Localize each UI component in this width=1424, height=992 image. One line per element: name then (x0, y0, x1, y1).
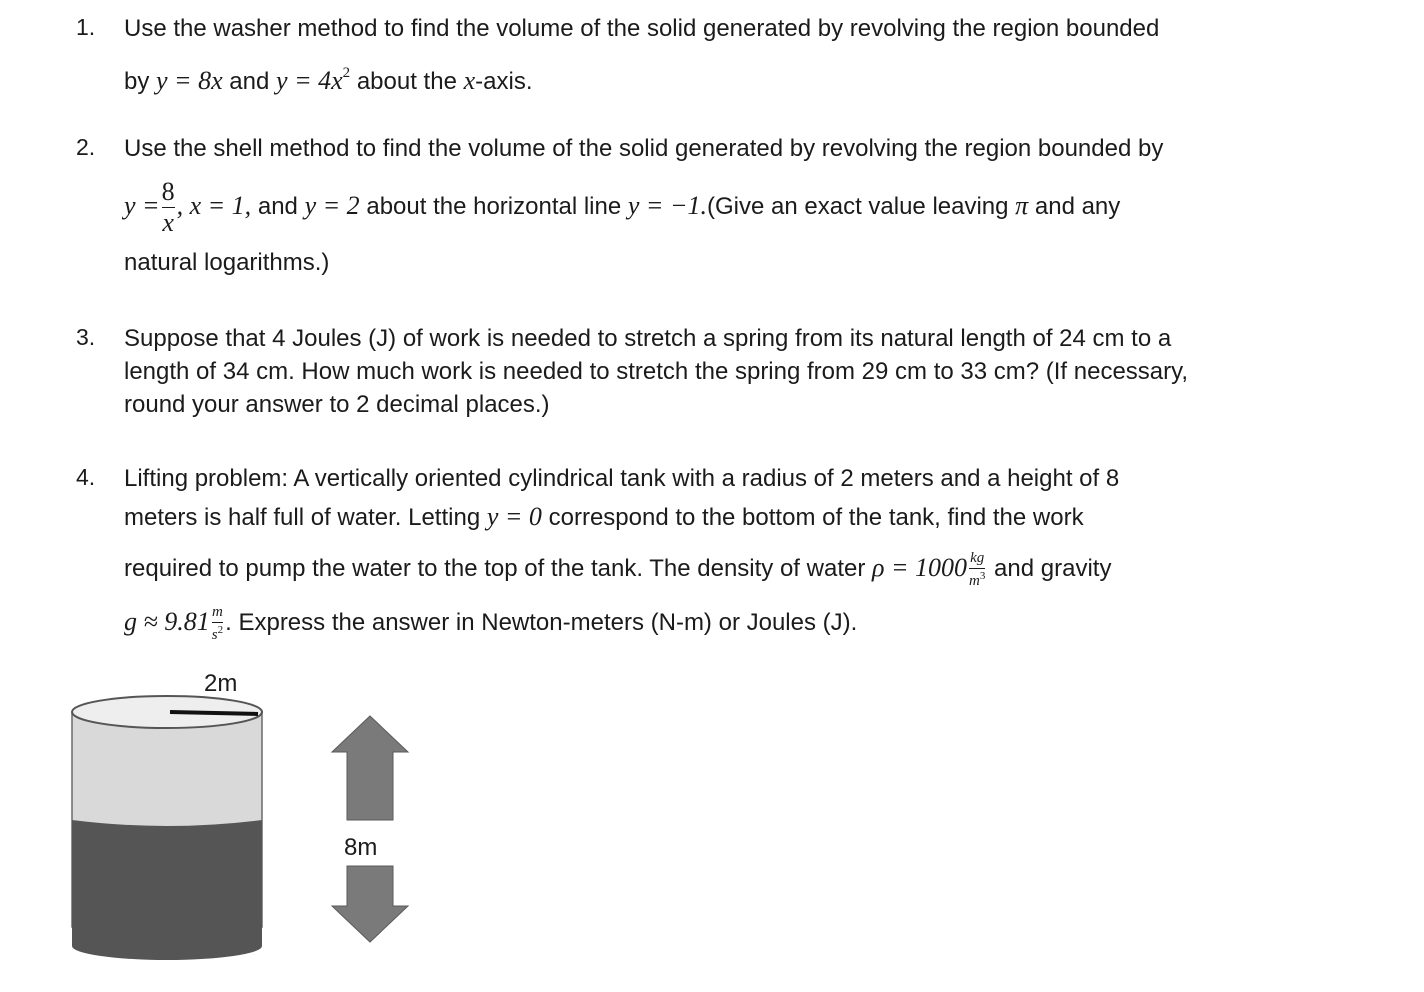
equation-x-1: , x = 1, (176, 191, 252, 220)
fraction-m-s2: $\frac{m}{s^2}$ (211, 603, 224, 643)
fraction-kg-m3: $\frac{kg}{m^3}$ (969, 549, 986, 589)
problem-4-line-2 (124, 502, 1084, 533)
equation-y-2: y = 2 (304, 191, 360, 220)
problem-2-line-2 (124, 174, 1120, 239)
problem-number: 3. (76, 324, 96, 350)
axis-var: x (463, 66, 476, 95)
text-about: about the (350, 68, 464, 95)
text-express: . Express the answer in Newton-meters (N-m) or Joules (J). (225, 609, 858, 636)
text-and: and (251, 193, 305, 220)
problem-1-line-1: Use the washer method to find the volume of the solid generated by revolving the region bounded (124, 15, 1160, 42)
problem-number: 4. (76, 464, 96, 490)
radius-line (170, 712, 258, 714)
problem-4-line-1: Lifting problem: A vertically oriented cylindrical tank with a radius of 2 meters and a height of 8 (124, 465, 1120, 492)
equation-y-0: y = 0 (486, 502, 542, 531)
text-gravity: and gravity (987, 555, 1112, 582)
equation-rho: ρ = 1000 (872, 553, 968, 582)
equation-y: y = (124, 191, 160, 220)
problem-3-line-2: length of 34 cm. How much work is needed to stretch the spring from 29 cm to 33 cm? (If necessary, (124, 358, 1189, 385)
text-give: (Give an exact value leaving (707, 193, 1016, 220)
text-and-any: and any (1028, 193, 1121, 220)
text-and: and (222, 68, 277, 95)
problem-3-line-3: round your answer to 2 decimal places.) (124, 391, 550, 418)
tank-diagram (0, 660, 460, 990)
down-arrow (332, 866, 408, 942)
problem-4-line-4 (124, 600, 857, 645)
equation-y-8x: y = 8x (156, 66, 223, 95)
equation-g: g ≈ 9.81 (124, 607, 210, 636)
problem-2-line-3: natural logarithms.) (124, 249, 330, 276)
problem-number: 2. (76, 134, 96, 160)
text-by: by (124, 68, 157, 95)
fraction-8-over-x: $\frac{8}{x}$ (161, 177, 175, 238)
problem-1-line-2 (124, 58, 532, 97)
text-required: required to pump the water to the top of the tank. The density of water (124, 555, 872, 582)
text-axis: -axis. (475, 68, 533, 95)
problem-3-line-1: Suppose that 4 Joules (J) of work is needed to stretch a spring from its natural length of 24 cm to a (124, 325, 1172, 352)
problem-2-line-1: Use the shell method to find the volume of the solid generated by revolving the region bounded by (124, 135, 1164, 162)
up-arrow (332, 716, 408, 820)
radius-label: 2m (204, 670, 238, 697)
tank-bottom (72, 932, 262, 960)
pi-symbol: π (1015, 191, 1029, 220)
problem-4-line-3 (124, 546, 1111, 591)
text-letting: meters is half full of water. Letting (124, 504, 487, 531)
tank-figure (0, 660, 460, 990)
height-label: 8m (344, 834, 378, 861)
equation-y-neg1: y = −1. (627, 191, 707, 220)
problem-number: 1. (76, 14, 96, 40)
text-about: about the horizontal line (359, 193, 628, 220)
text-correspond: correspond to the bottom of the tank, find the work (541, 504, 1084, 531)
equation-y-4x2: $y = 4x^2$ (276, 65, 351, 95)
